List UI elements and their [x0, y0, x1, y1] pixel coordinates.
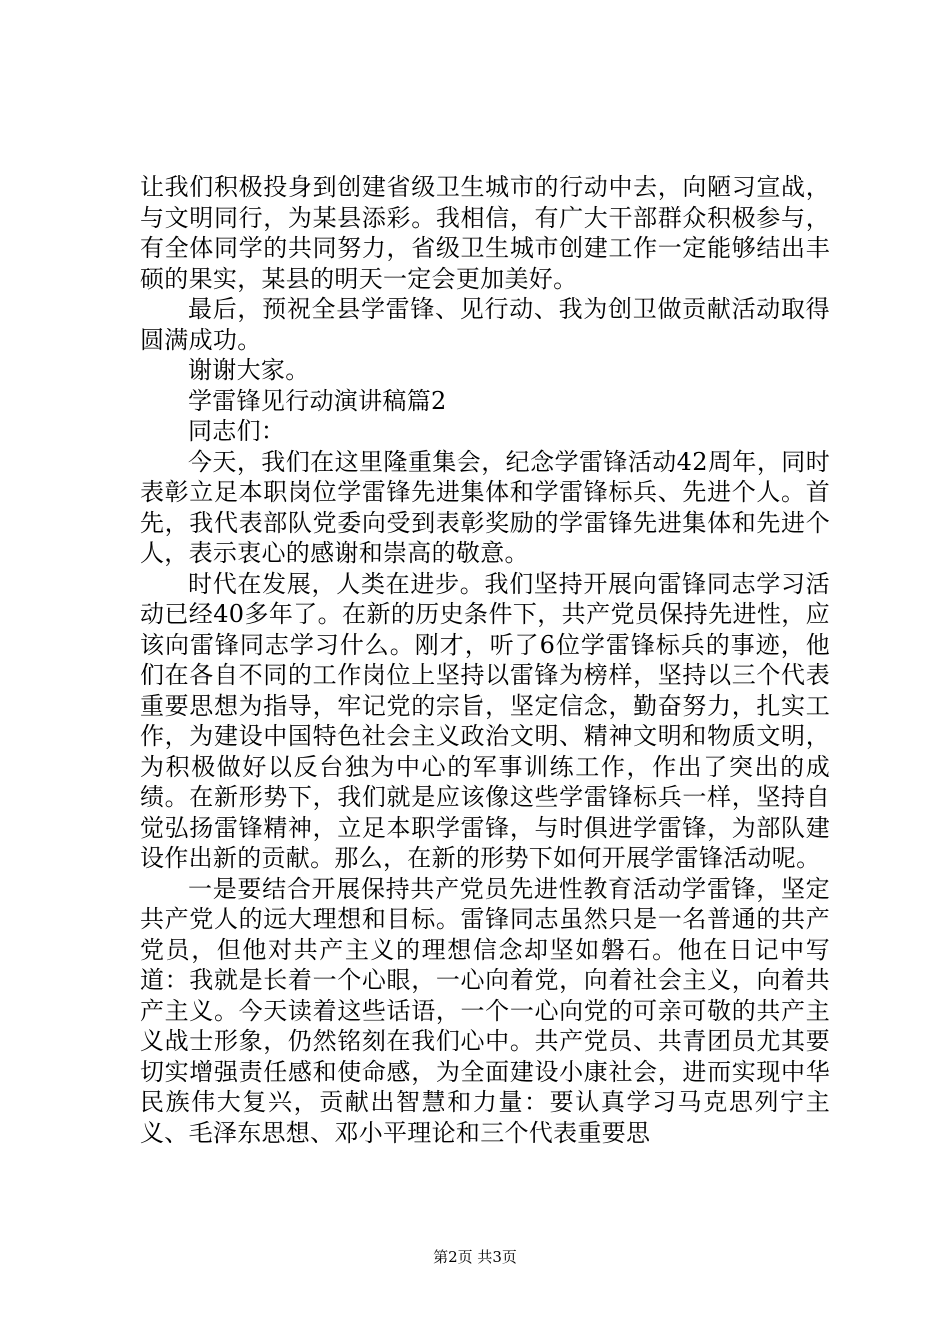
- paragraph-2: 最后，预祝全县学雷锋、见行动、我为创卫做贡献活动取得圆满成功。: [140, 295, 830, 354]
- paragraph-7: 时代在发展，人类在进步。我们坚持开展向雷锋同志学习活动已经40多年了。在新的历史条件下，共产党员保持先进性，应该向雷锋同志学习什么。刚才，听了6位学雷锋标兵的事迹，他们在各自不同的工作岗位上坚持以雷锋为榜样，坚持以三个代表重要思想为指导，牢记党的宗旨，坚定信念，勤奋努力，扎实工作，为建设中国特色社会主义政治文明、精神文明和物质文明，为积极做好以反台独为中心的军事训练工作，作出了突出的成绩。在新形势下，我们就是应该像这些学雷锋标兵一样，坚持自觉弘扬雷锋精神，立足本职学雷锋，与时俱进学雷锋，为部队建设作出新的贡献。那么，在新的形势下如何开展学雷锋活动呢。: [140, 569, 830, 872]
- paragraph-1: 让我们积极投身到创建省级卫生城市的行动中去，向陋习宣战，与文明同行，为某县添彩。我相信，有广大干部群众积极参与，有全体同学的共同努力，省级卫生城市创建工作一定能够结出丰硕的果实，某县的明天一定会更加美好。: [140, 173, 830, 293]
- document-body: [140, 172, 830, 1148]
- page-footer: 第2页 共3页: [433, 1248, 517, 1266]
- salutation: 同志们：: [188, 417, 286, 445]
- paragraph-6: 今天，我们在这里隆重集会，纪念学雷锋活动42周年，同时表彰立足本职岗位学雷锋先进集体和学雷锋标兵、先进个人。首先，我代表部队党委向受到表彰奖励的学雷锋先进集体和先进个人，表示衷心的感谢和崇高的敬意。: [140, 447, 830, 567]
- paragraph-8: 一是要结合开展保持共产党员先进性教育活动学雷锋，坚定共产党人的远大理想和目标。雷锋同志虽然只是一名普通的共产党员，但他对共产主义的理想信念却坚如磐石。他在日记中写道：我就是长着一个心眼，一心向着党，向着社会主义，向着共产主义。今天读着这些话语，一个一心向党的可亲可敬的共产主义战士形象，仍然铭刻在我们心中。共产党员、共青团员尤其要切实增强责任感和使命感，为全面建设小康社会，进而实现中华民族伟大复兴，贡献出智慧和力量：要认真学习马克思列宁主义、毛泽东思想、邓小平理论和三个代表重要思: [140, 874, 830, 1147]
- paragraph-3: 谢谢大家。: [188, 356, 310, 384]
- section-heading: 学雷锋见行动演讲稿篇2: [188, 386, 447, 415]
